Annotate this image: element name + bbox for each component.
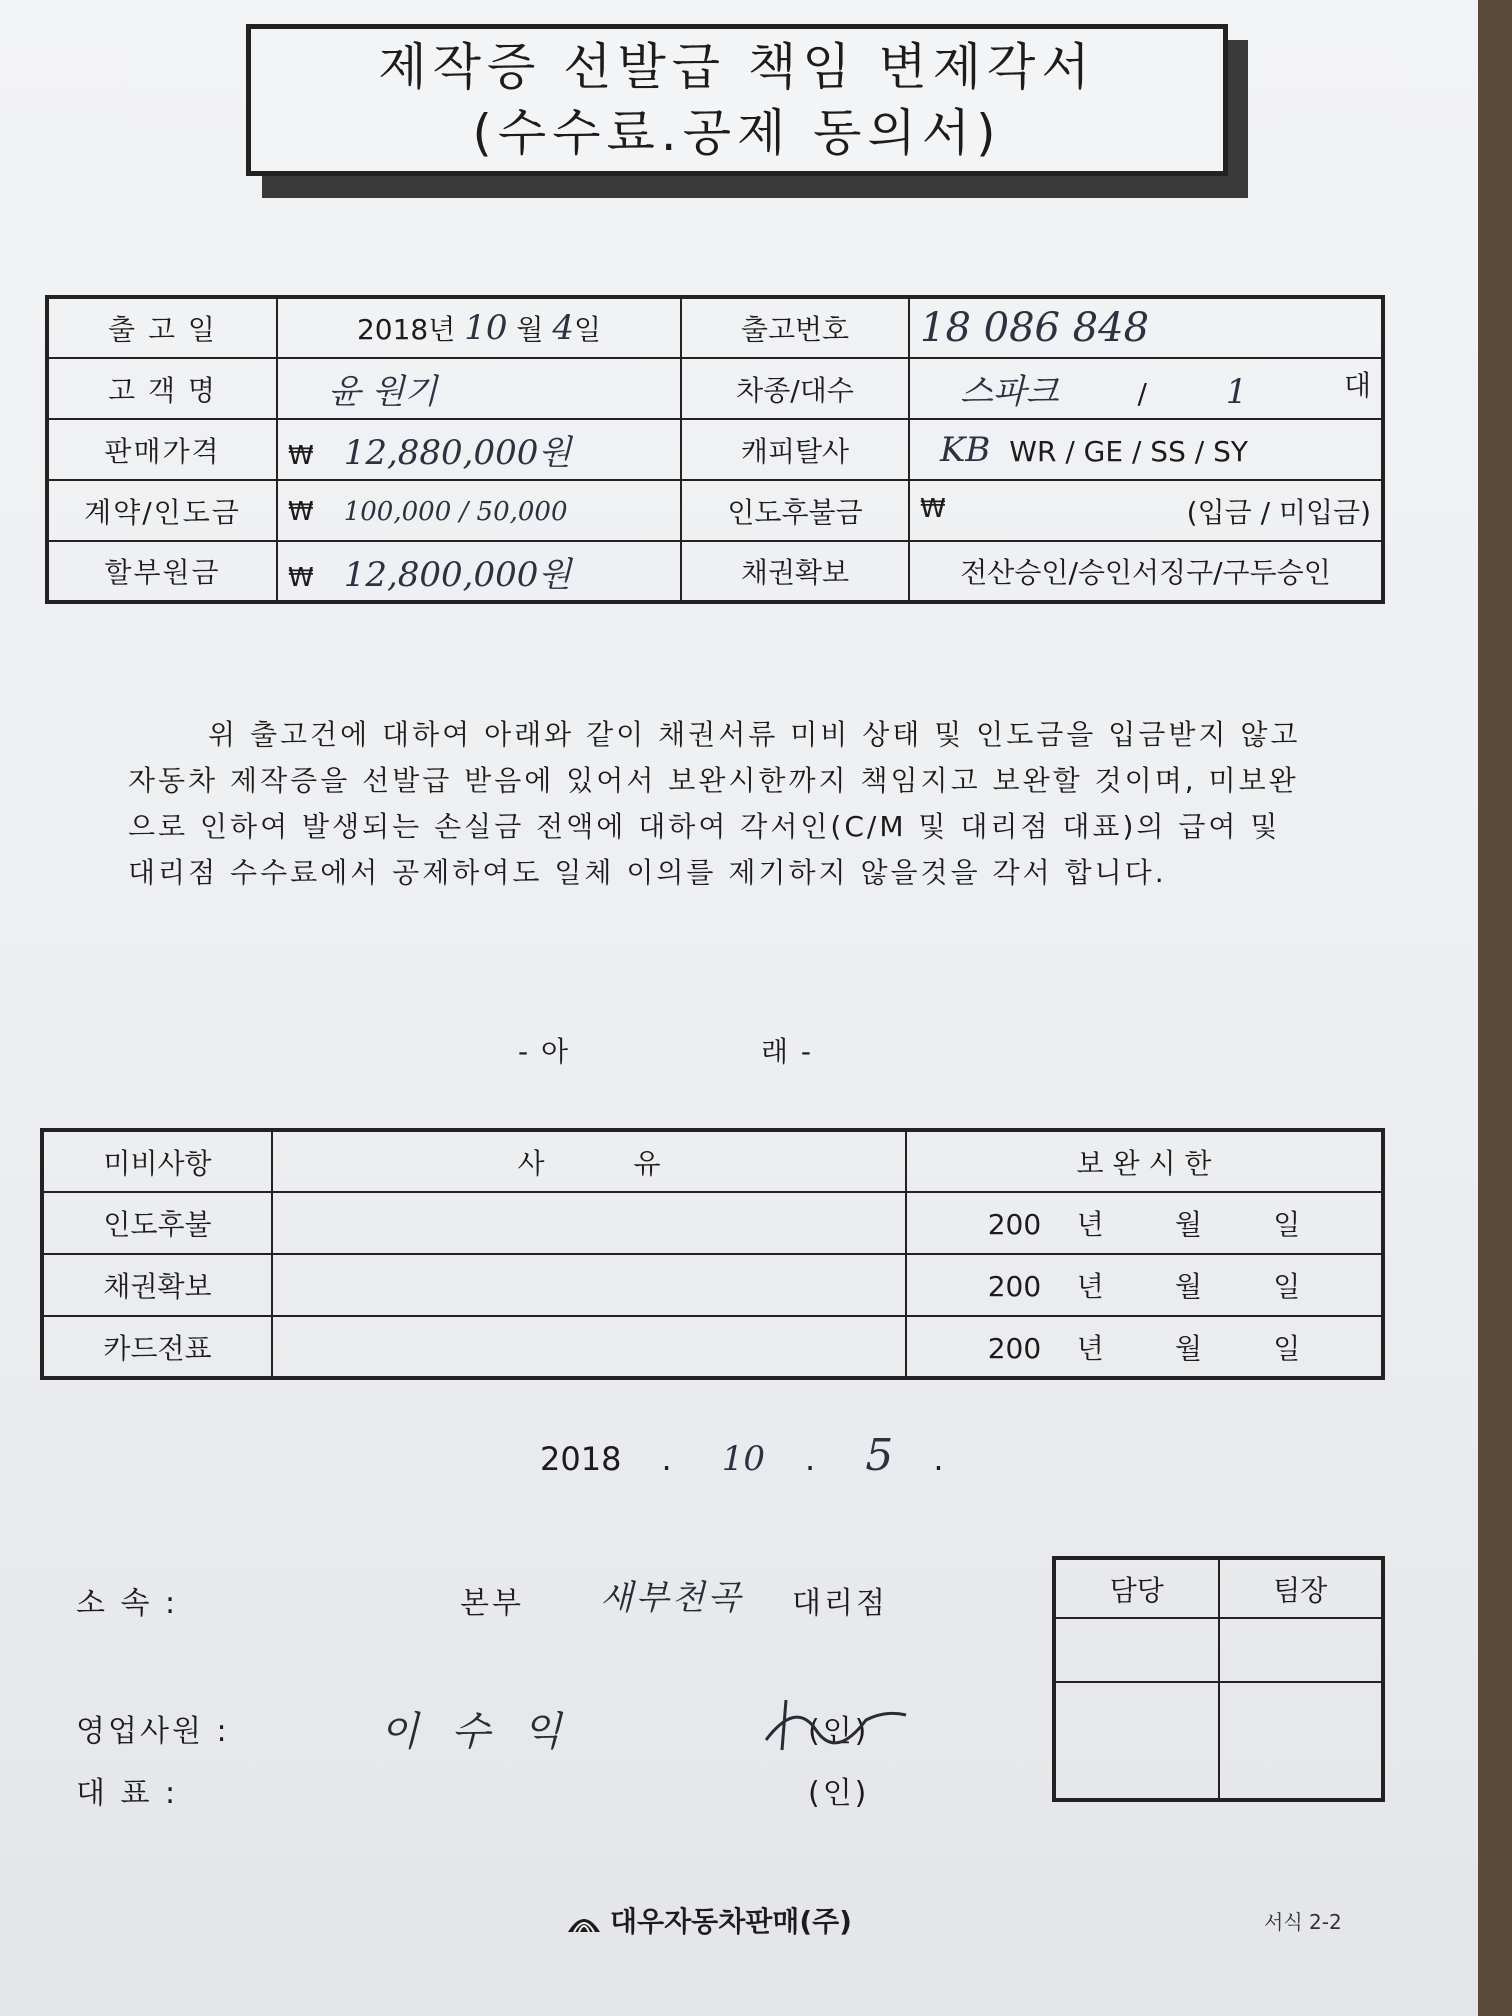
company-logo [566, 1900, 852, 1940]
capital-value: KB WR / GE / SS / SY [909, 419, 1383, 480]
pledge-line-1: 위 출고건에 대하여 아래와 같이 채권서류 미비 상태 및 인도금을 입금받지 않고 [208, 718, 1301, 751]
price-value: ₩ 12,880,000원 [277, 419, 681, 480]
salesperson-label: 영업사원 : [76, 1714, 230, 1749]
row-reason [272, 1192, 906, 1254]
form-number: 서식 2-2 [1264, 1910, 1342, 1934]
approval-cell [1219, 1682, 1384, 1800]
row-item: 카드전표 [42, 1316, 272, 1378]
release-no-value: 18 086 848 [909, 297, 1383, 358]
label-capital: 캐피탈사 [681, 419, 909, 480]
deficiency-table [40, 1128, 1385, 1380]
title-box [246, 24, 1228, 176]
label-credit: 채권확보 [681, 541, 909, 602]
approval-cell [1054, 1682, 1219, 1800]
release-info-table [45, 295, 1385, 604]
pledge-line-3: 으로 인하여 발생되는 손실금 전액에 대하여 각서인(C/M 및 대리점 대표)의 급여 및 [128, 810, 1281, 843]
approval-cell [1054, 1618, 1219, 1682]
table-row [42, 1192, 1383, 1254]
approval-header-staff: 담당 [1054, 1558, 1219, 1618]
sign-date: 2018 . 10 . 5 . [540, 1430, 944, 1481]
hq-label: 본부 [460, 1586, 524, 1621]
installment-value: ₩ 12,800,000원 [277, 541, 681, 602]
row-item: 채권확보 [42, 1254, 272, 1316]
header-deadline: 보 완 시 한 [906, 1130, 1383, 1192]
title-line-1: 제작증 선발급 책임 변제각서 [378, 38, 1096, 96]
pledge-line-2: 자동차 제작증을 선발급 받음에 있어서 보완시한까지 책임지고 보완할 것이며, 미보완 [128, 764, 1299, 797]
label-post-pay: 인도후불금 [681, 480, 909, 541]
credit-value: 전산승인/승인서징구/구두승인 [909, 541, 1383, 602]
approval-header-manager: 팀장 [1219, 1558, 1384, 1618]
label-installment: 할부원금 [47, 541, 277, 602]
row-deadline: 200 년 월 일 [906, 1192, 1383, 1254]
approval-table [1052, 1556, 1385, 1802]
title-line-2: (수수료.공제 동의서) [472, 104, 1002, 162]
release-date-value: 2018년 10 월 4일 [277, 297, 681, 358]
salesperson-name: 이 수 익 [380, 1709, 572, 1755]
label-deposit: 계약/인도금 [47, 480, 277, 541]
pledge-line-4: 대리점 수수료에서 공제하여도 일체 이의를 제기하지 않을것을 각서 합니다. [128, 856, 1167, 889]
pledge-text [128, 712, 1388, 896]
label-release-no: 출고번호 [681, 297, 909, 358]
signature-scribble [756, 1690, 916, 1760]
salesperson-seal: (인) [808, 1714, 870, 1749]
row-deadline: 200 년 월 일 [906, 1316, 1383, 1378]
table-row [42, 1254, 1383, 1316]
header-item: 미비사항 [42, 1130, 272, 1192]
row-deadline: 200 년 월 일 [906, 1254, 1383, 1316]
row-item: 인도후불 [42, 1192, 272, 1254]
row-reason [272, 1316, 906, 1378]
agency-label: 대리점 [792, 1586, 888, 1621]
representative-seal: (인) [808, 1776, 870, 1811]
daewoo-logo-icon [566, 1906, 602, 1934]
company-name: 대우자동차판매(주) [610, 1905, 852, 1938]
approval-cell [1219, 1618, 1384, 1682]
label-price: 판매가격 [47, 419, 277, 480]
label-release-date: 출 고 일 [47, 297, 277, 358]
model-value: 스파크 / 1 대 [909, 358, 1383, 419]
table-row [42, 1316, 1383, 1378]
affiliation-label: 소 속 : [76, 1586, 179, 1621]
deposit-value: ₩ 100,000 / 50,000 [277, 480, 681, 541]
post-pay-value: ₩ (입금 / 미입금) [909, 480, 1383, 541]
row-reason [272, 1254, 906, 1316]
label-model: 차종/대수 [681, 358, 909, 419]
label-customer: 고 객 명 [47, 358, 277, 419]
representative-label: 대 표 : [76, 1776, 179, 1811]
below-heading: - 아 래 - [518, 1035, 814, 1068]
customer-value: 윤 원기 [277, 358, 681, 419]
agency-handwritten: 새부천곡 [600, 1578, 744, 1618]
header-reason: 사 유 [272, 1130, 906, 1192]
